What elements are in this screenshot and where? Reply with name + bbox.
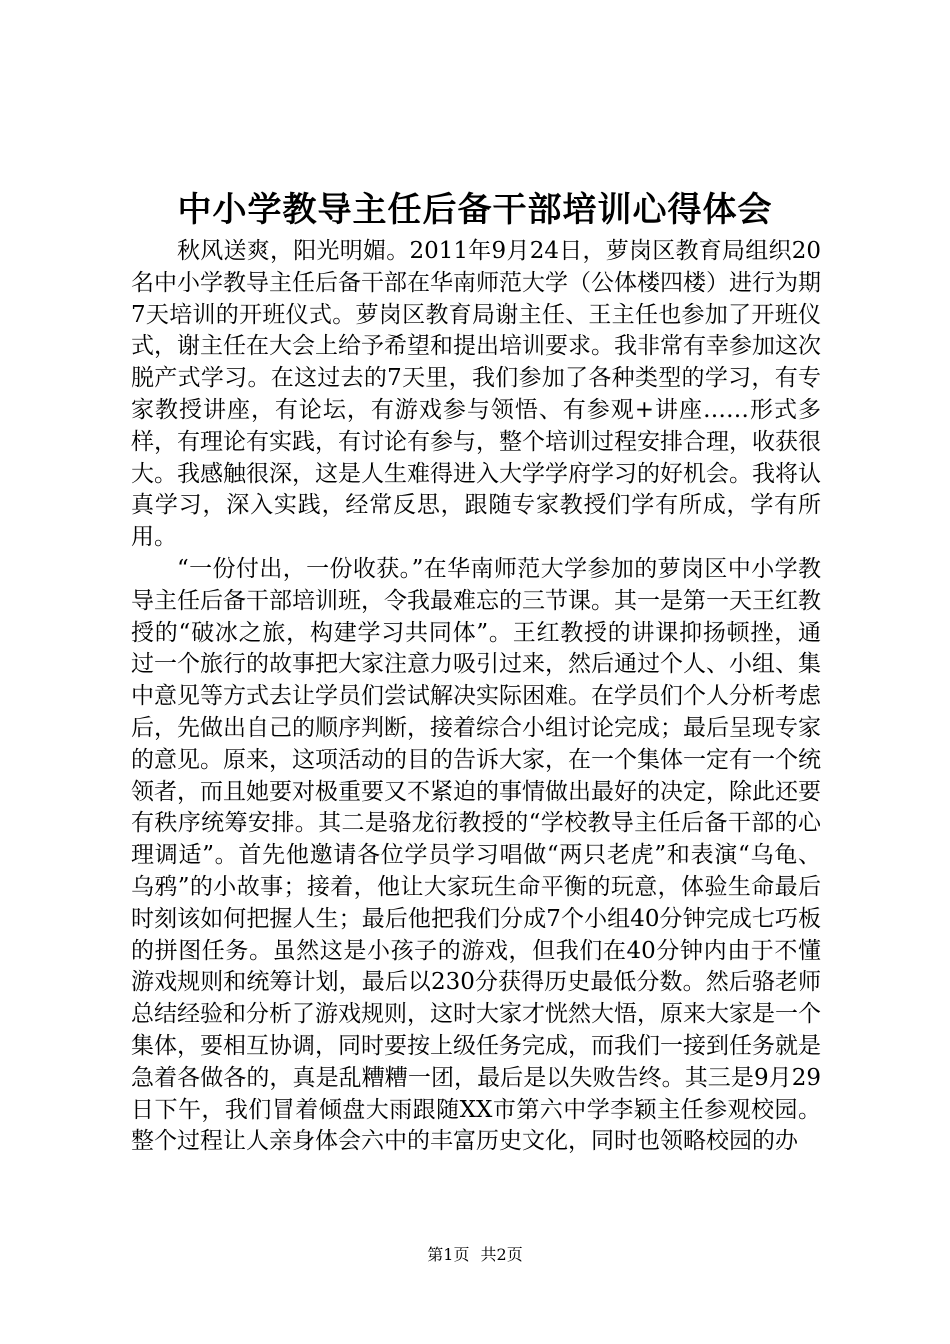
paragraph-1: 秋风送爽，阳光明媚。2011年9月24日，萝岗区教育局组织20名中小学教导主任后备干部在华南师范大学（公体楼四楼）进行为期7天培训的开班仪式。萝岗区教育局谢主任、王主任也参加了开班仪式，谢主任在大会上给予希望和提出培训要求。我非常有幸参加这次脱产式学习。在这过去的7天里，我们参加了各种类型的学习，有专家教授讲座，有论坛，有游戏参与领悟、有参观+讲座……形式多样，有理论有实践，有讨论有参与，整个培训过程安排合理，收获很大。我感触很深，这是人生难得进入大学学府学习的好机会。我将认真学习，深入实践，经常反思，跟随专家教授们学有所成，学有所用。	[131, 238, 821, 551]
page-number-total: 共2页	[480, 1245, 523, 1264]
paragraph-2: “一份付出，一份收获。”在华南师范大学参加的萝岗区中小学教导主任后备干部培训班，令我最难忘的三节课。其一是第一天王红教授的“破冰之旅，构建学习共同体”。王红教授的讲课抑扬顿挫，通过一个旅行的故事把大家注意力吸引过来，然后通过个人、小组、集中意见等方式去让学员们尝试解决实际困难。在学员们个人分析考虑后，先做出自己的顺序判断，接着综合小组讨论完成；最后呈现专家的意见。原来，这项活动的目的告诉大家，在一个集体一定有一个统领者，而且她要对极重要又不紧迫的事情做出最好的决定，除此还要有秩序统筹安排。其二是骆龙衍教授的“学校教导主任后备干部的心理调适”。首先他邀请各位学员学习唱做“两只老虎”和表演“乌龟、乌鸦”的小故事；接着，他让大家玩生命平衡的玩意，体验生命最后时刻该如何把握人生；最后他把我们分成7个小组40分钟完成七巧板的拼图任务。虽然这是小孩子的游戏，但我们在40分钟内由于不懂游戏规则和统筹计划，最后以230分获得历史最低分数。然后骆老师总结经验和分析了游戏规则，这时大家才恍然大悟，原来大家是一个集体，要相互协调，同时要按上级任务完成，而我们一接到任务就是急着各做各的，真是乱糟糟一团，最后是以失败告终。其三是9月29日下午，我们冒着倾盘大雨跟随XX市第六中学李颖主任参观校园。整个过程让人亲身体会六中的丰富历史文化，同时也领略校园的办	[131, 555, 821, 1155]
document-title: 中小学教导主任后备干部培训心得体会	[177, 190, 773, 230]
page-number-current: 第1页	[427, 1245, 470, 1264]
page-footer	[0, 1244, 950, 1266]
document-body	[131, 236, 821, 1158]
